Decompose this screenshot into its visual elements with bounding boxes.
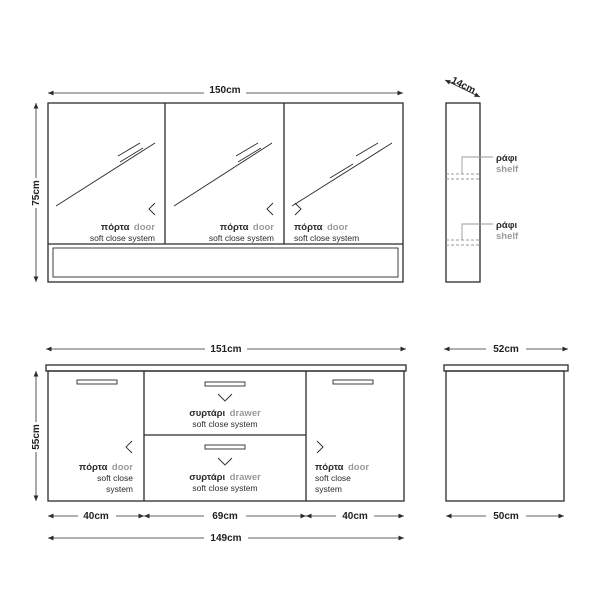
vanity-top-width-label: 151cm — [210, 344, 242, 355]
top-drawer-handle — [205, 382, 245, 386]
top-drawer-label: συρτάρι drawer — [189, 408, 261, 419]
mirror-height-label: 75cm — [31, 180, 42, 206]
mirror-width-label: 150cm — [209, 85, 241, 96]
side-body — [446, 371, 564, 501]
shelf-2-label-en: shelf — [496, 231, 519, 242]
side-countertop — [444, 365, 568, 371]
chevron-right-icon — [317, 441, 323, 453]
shelf-2-label-gr: ράφι — [496, 220, 518, 231]
section-right-label: 40cm — [342, 511, 368, 522]
shelf-2-leader — [462, 224, 493, 240]
chevron-down-icon — [218, 458, 232, 465]
mirror-door-2-softclose: soft close system — [208, 233, 274, 243]
chevron-left-icon — [126, 441, 132, 453]
left-door-softclose-2: system — [106, 484, 133, 494]
bottom-drawer-handle — [205, 445, 245, 449]
mirror-door-1-label: πόρτα door — [100, 222, 155, 233]
chevron-left-icon — [149, 203, 155, 215]
bottom-drawer-softclose: soft close system — [192, 483, 258, 493]
mirror-door-2-label: πόρτα door — [219, 222, 274, 233]
chevron-down-icon — [218, 394, 232, 401]
right-door-softclose-1: soft close — [315, 473, 351, 483]
left-door-handle — [77, 380, 117, 384]
vanity-height-label: 55cm — [31, 424, 42, 450]
right-door-label: πόρτα door — [315, 462, 370, 473]
chevron-left-icon — [267, 203, 273, 215]
mirror-side-outline — [446, 103, 480, 282]
chevron-right-icon — [295, 203, 301, 215]
mirror-cabinet-front — [28, 84, 403, 282]
vanity-body-width-label: 149cm — [210, 533, 242, 544]
vanity-countertop — [46, 365, 406, 371]
section-left-label: 40cm — [83, 511, 109, 522]
mirror-door-1-softclose: soft close system — [89, 233, 155, 243]
left-door-label: πόρτα door — [78, 462, 133, 473]
right-door-softclose-2: system — [315, 484, 342, 494]
bottom-drawer-label: συρτάρι drawer — [189, 472, 261, 483]
shelf-1-label-gr: ράφι — [496, 153, 518, 164]
shelf-1-label-en: shelf — [496, 164, 519, 175]
mirror-cabinet-outline — [48, 103, 403, 282]
side-top-depth-label: 52cm — [493, 344, 519, 355]
section-middle-label: 69cm — [212, 511, 238, 522]
left-door-softclose-1: soft close — [97, 473, 133, 483]
vanity-front — [28, 340, 406, 544]
side-body-depth-label: 50cm — [493, 511, 519, 522]
right-door-handle — [333, 380, 373, 384]
mirror-reflection-lines — [56, 143, 392, 206]
mirror-door-3-softclose: soft close system — [294, 233, 360, 243]
mirror-door-3-label: πόρτα door — [294, 222, 349, 233]
vanity-side — [444, 340, 568, 522]
shelf-1-leader — [462, 157, 493, 174]
top-drawer-softclose: soft close system — [192, 419, 258, 429]
mirror-cabinet-side — [445, 75, 519, 282]
mirror-depth-label: 14cm — [449, 75, 478, 97]
mirror-open-shelf — [53, 248, 398, 277]
